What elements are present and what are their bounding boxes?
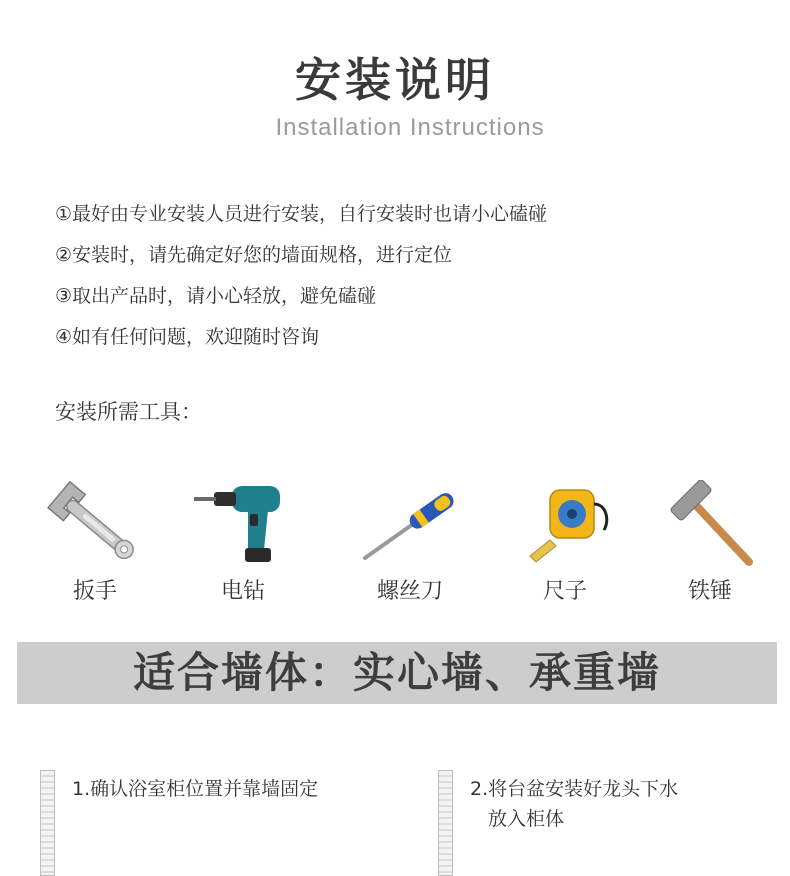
step-line: 2.将台盆安装好龙头下水 [470,778,679,800]
step-line: 放入柜体 [488,808,565,830]
notes-list [55,200,547,364]
step-ruler-icon [40,770,55,876]
note-item: ①最好由专业安装人员进行安装，自行安装时也请小心磕碰 [55,203,548,225]
note-item: ④如有任何问题，欢迎随时咨询 [55,326,320,348]
step-ruler-icon [438,770,453,876]
tool-screwdriver [335,480,485,605]
tool-hammer [635,480,785,605]
tool-label: 铁锤 [687,579,732,604]
tools-heading: 安装所需工具： [55,400,202,424]
hammer-icon [655,480,765,570]
tape-measure-icon [510,480,620,570]
page-title: 安装说明 [295,53,495,107]
screwdriver-icon [355,480,465,570]
step-text [72,774,318,804]
note-item: ②安装时，请先确定好您的墙面规格，进行定位 [55,244,453,266]
tool-label: 螺丝刀 [376,579,443,604]
tool-drill [168,480,318,605]
wrench-icon [40,480,150,570]
tool-label: 电钻 [220,579,265,604]
tool-tape-measure [490,480,640,605]
step-text [470,774,678,834]
page-subtitle: Installation Instructions [275,114,545,141]
wall-type-banner: 适合墙体：实心墙、承重墙 [17,642,777,704]
drill-icon [188,480,298,570]
note-item: ③取出产品时，请小心轻放，避免磕碰 [55,285,377,307]
tool-wrench [20,480,170,605]
step-line: 1.确认浴室柜位置并靠墙固定 [72,778,319,800]
tool-label: 尺子 [542,579,587,604]
tool-label: 扳手 [72,579,117,604]
